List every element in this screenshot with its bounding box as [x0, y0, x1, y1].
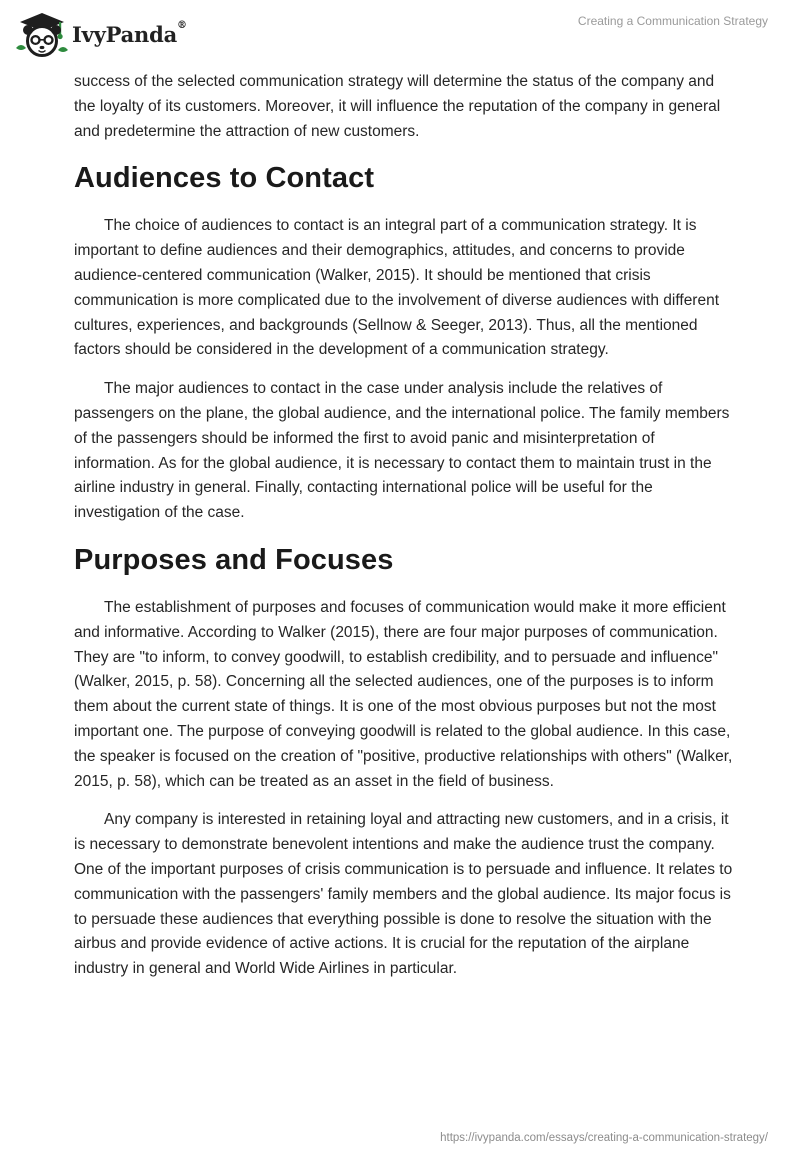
brand-name: IvyPanda® [72, 19, 187, 47]
registered-mark: ® [177, 19, 187, 31]
paragraph: The establishment of purposes and focuses of communication would make it more efficient and informative. According to Walker (2015), there are four major purposes of communication. They are "to inform, to convey goodwill, to establish credibility, and to persuade and influence" (Walker, 2015, p. 58). Concerning all the selected audiences, one of the purposes is to inform them about the current state of things. It is one of the most obvious purposes but not the most important one. The purpose of conveying goodwill is related to the global audience. In this case, the speaker is focused on the creation of "positive, productive relationships with others" (Walker, 2015, p. 58), which can be treated as an asset in the field of business. [74, 598, 733, 790]
page-header [0, 0, 800, 70]
source-url[interactable]: https://ivypanda.com/essays/creating-a-communication-strategy/ [440, 1132, 768, 1144]
running-title: Creating a Communication Strategy [577, 14, 768, 28]
section-heading-audiences: Audiences to Contact [74, 162, 375, 195]
section-heading-purposes: Purposes and Focuses [74, 543, 394, 576]
brand-logo[interactable] [12, 8, 187, 60]
paragraph: Any company is interested in retaining loyal and attracting new customers, and in a crisis, it is necessary to demonstrate benevolent intentions and make the audience trust the company. One of the important purposes of crisis communication is to persuade and influence. It relates to communication with the passengers' family members and the global audience. Its major focus is to persuade these audiences that everything possible is done to resolve the situation with the airbus and provide evidence of active actions. It is crucial for the reputation of the airplane industry in general and World Wide Airlines in particular. [74, 811, 733, 978]
paragraph: The choice of audiences to contact is an integral part of a communication strategy. It is important to define audiences and their demographics, attitudes, and concerns to provide audience-centered communication (Walker, 2015). It should be mentioned that crisis communication is more complicated due to the involvement of diverse audiences with different cultures, experiences, and backgrounds (Sellnow & Seeger, 2013). Thus, all the mentioned factors should be considered in the development of a communication strategy. [74, 217, 720, 359]
graduation-cap-panda-icon [12, 8, 68, 60]
essay-content [74, 70, 734, 996]
paragraph: The major audiences to contact in the case under analysis include the relatives of passengers on the plane, the global audience, and the international police. The family members of the passengers should be informed the first to avoid panic and misinterpretation of information. As for the global audience, it is necessary to contact them to maintain trust in the airline industry in general. Finally, contacting international police will be useful for the investigation of the case. [74, 380, 730, 522]
intro-paragraph: success of the selected communication strategy will determine the status of the company and the loyalty of its customers. Moreover, it will influence the reputation of the company in general and predetermine the attraction of new customers. [74, 73, 721, 140]
